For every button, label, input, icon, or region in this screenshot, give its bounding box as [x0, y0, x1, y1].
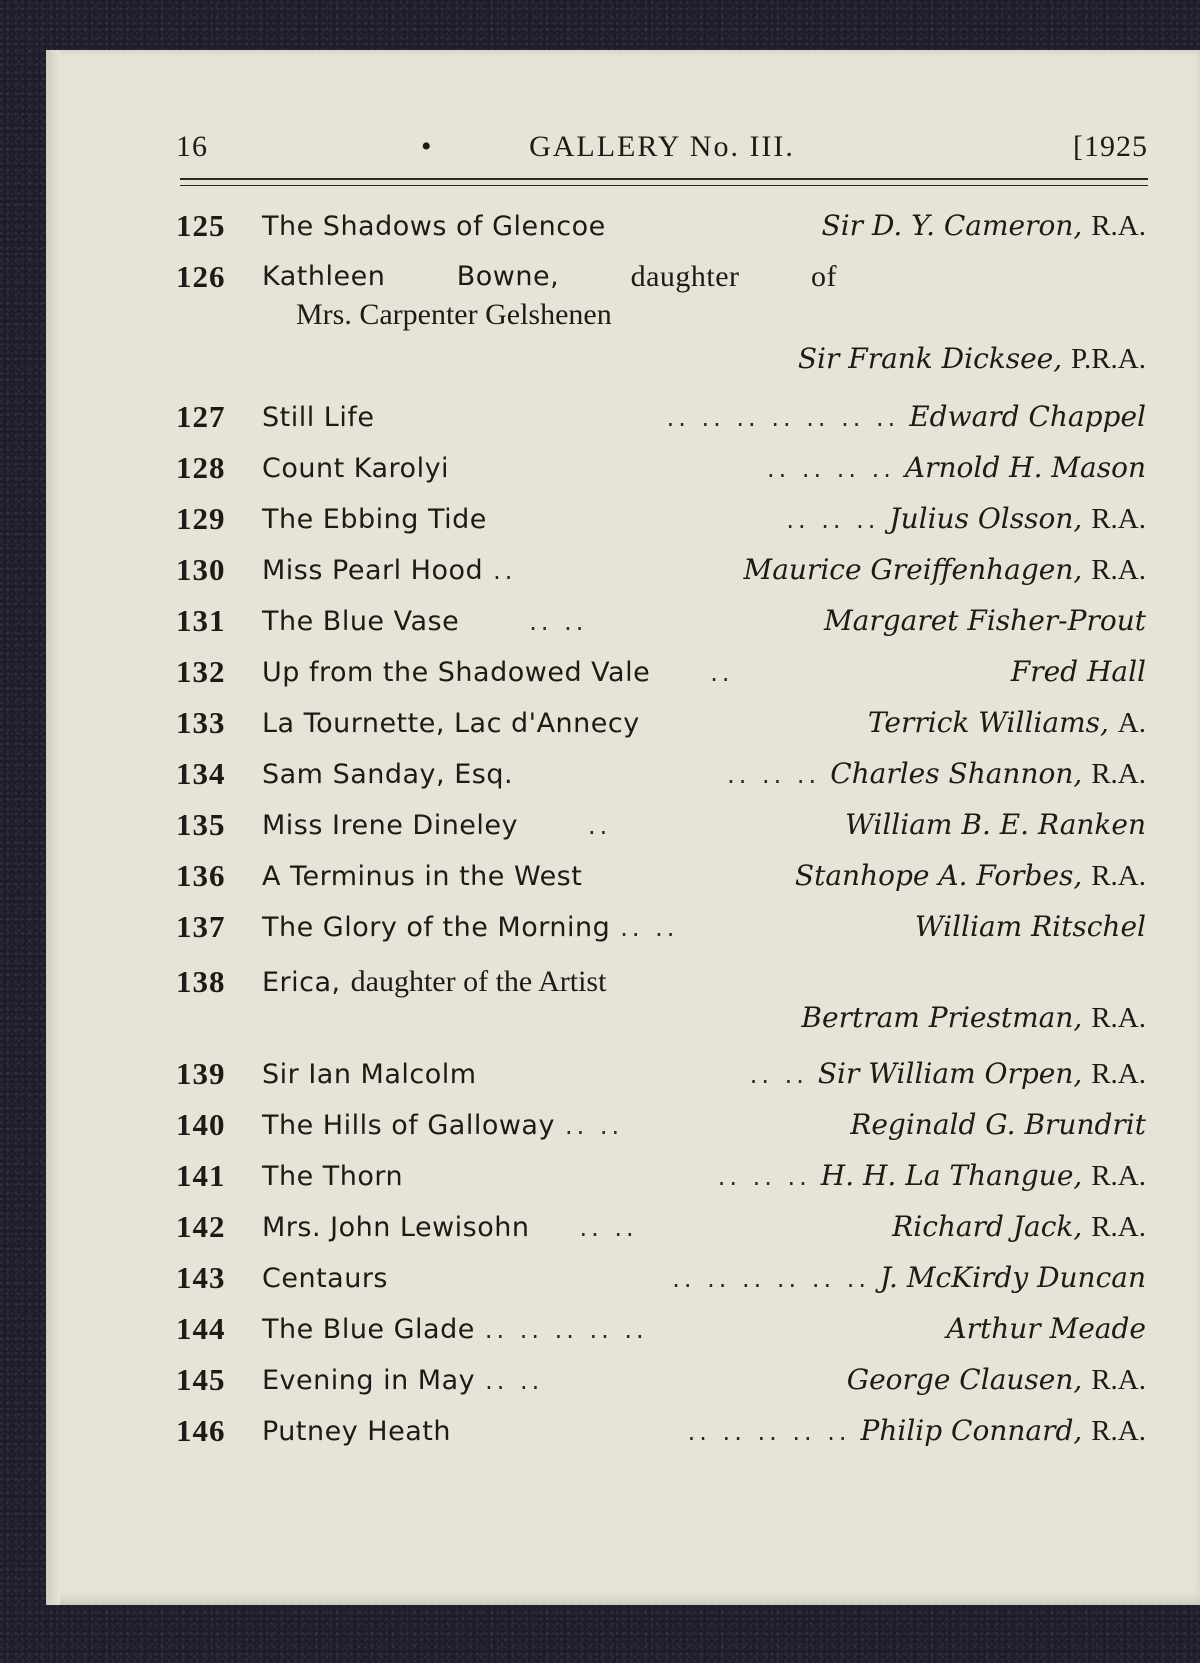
entry-artist: William B. E. Ranken [845, 808, 1146, 841]
entry-honour: P.R.A. [1071, 343, 1146, 375]
entry-133 [176, 697, 1146, 748]
entry-number: 142 [176, 1209, 226, 1244]
dot-leader: .. .. [485, 1367, 544, 1395]
entry-title: The Shadows of Glencoe [262, 211, 606, 242]
entry-number: 143 [176, 1260, 226, 1295]
entry-honour: R.A. [1091, 554, 1146, 586]
entry-number: 138 [176, 964, 226, 999]
entry-title: Miss Pearl Hood [262, 555, 484, 586]
entry-artist: William Ritschel [914, 910, 1146, 943]
entry-artist: Arthur Meade [946, 1312, 1146, 1345]
dot-leader: .. .. .. .. .. [484, 1316, 648, 1344]
entry-honour: A. [1117, 707, 1146, 739]
dot-leader: .. .. [579, 1214, 638, 1242]
entry-number: 144 [176, 1311, 226, 1346]
entry-number: 132 [176, 654, 226, 689]
entry-title: The Hills of Galloway [262, 1110, 555, 1141]
entry-artist: Edward Chappel [909, 400, 1146, 433]
entry-artist: Maurice Greiffenhagen, [743, 553, 1083, 586]
entry-artist: Philip Connard, [860, 1414, 1083, 1447]
entry-144 [176, 1303, 1146, 1354]
entry-honour: R.A. [1091, 1211, 1146, 1243]
entry-title: Centaurs [262, 1263, 388, 1294]
entry-honour: R.A. [1091, 1002, 1146, 1034]
dot-leader: .. .. .. .. [766, 455, 895, 483]
entry-title: Count Karolyi [262, 453, 450, 484]
dot-leader: .. .. .. .. .. [687, 1418, 851, 1446]
entry-number: 126 [176, 259, 226, 294]
entry-142 [176, 1201, 1146, 1252]
header-year: [1925 [1073, 130, 1148, 163]
dot-leader: .. [588, 812, 612, 840]
entry-title: Erica, [262, 967, 341, 998]
entry-honour: R.A. [1091, 860, 1146, 892]
header-separator: • [421, 130, 433, 163]
entry-artist: Reginald G. Brundrit [850, 1108, 1146, 1141]
dot-leader: .. [493, 557, 517, 585]
entry-artist: Sir D. Y. Cameron, [821, 209, 1083, 242]
entry-artist: Charles Shannon, [830, 757, 1083, 790]
page-number: 16 [176, 130, 208, 163]
entry-number: 133 [176, 705, 226, 740]
entry-title: Mrs. John Lewisohn [262, 1212, 530, 1243]
entry-number: 131 [176, 603, 226, 638]
entry-title: A Terminus in the West [262, 861, 583, 892]
entry-artist: George Clausen, [846, 1363, 1083, 1396]
entry-139 [176, 1048, 1146, 1099]
entry-subtitle: Mrs. Carpenter Gelshenen [296, 298, 612, 331]
dot-leader: .. .. [529, 608, 588, 636]
entry-artist: Richard Jack, [892, 1210, 1083, 1243]
entry-title: Kathleen Bowne, daughter of [262, 260, 837, 293]
entry-132 [176, 646, 1146, 697]
entry-number: 137 [176, 909, 226, 944]
dot-leader: .. .. .. .. .. .. [672, 1265, 870, 1293]
entry-number: 139 [176, 1056, 226, 1091]
entry-number: 146 [176, 1413, 226, 1448]
entry-number: 140 [176, 1107, 226, 1142]
entry-128 [176, 442, 1146, 493]
entry-artist: Stanhope A. Forbes, [794, 859, 1083, 892]
entry-title: Still Life [262, 402, 375, 433]
entry-title: Miss Irene Dineley [262, 810, 519, 841]
entry-135 [176, 799, 1146, 850]
entry-artist: H. H. La Thangue, [820, 1159, 1083, 1192]
entry-artist: J. McKirdy Duncan [879, 1261, 1146, 1294]
entry-145 [176, 1354, 1146, 1405]
entry-141 [176, 1150, 1146, 1201]
entry-137 [176, 901, 1146, 952]
entry-honour: R.A. [1091, 210, 1146, 242]
entry-number: 127 [176, 399, 226, 434]
entry-138 [176, 956, 1146, 1048]
entry-131 [176, 595, 1146, 646]
entry-number: 130 [176, 552, 226, 587]
entry-140 [176, 1099, 1146, 1150]
entry-artist: Margaret Fisher-Prout [823, 604, 1146, 637]
entry-129 [176, 493, 1146, 544]
dot-leader: .. [710, 659, 734, 687]
entry-127 [176, 391, 1146, 442]
entry-artist: Terrick Williams, [867, 706, 1109, 739]
entry-title: Putney Heath [262, 1416, 451, 1447]
entry-title: The Ebbing Tide [262, 504, 487, 535]
entry-title: Sir Ian Malcolm [262, 1059, 477, 1090]
entry-143 [176, 1252, 1146, 1303]
entry-126 [176, 251, 1146, 391]
entry-number: 134 [176, 756, 226, 791]
entry-title: Evening in May [262, 1365, 476, 1396]
catalogue-page [46, 50, 1200, 1605]
page-title: GALLERY No. III. [529, 130, 795, 163]
dot-leader: .. .. .. .. .. .. .. [666, 404, 900, 432]
entry-title-rest: daughter of the Artist [350, 965, 607, 998]
entry-number: 135 [176, 807, 226, 842]
entry-artist: Bertram Priestman, [801, 1001, 1083, 1034]
dot-leader: .. .. [749, 1061, 808, 1089]
entry-title: La Tournette, Lac d'Annecy [262, 708, 640, 739]
entry-honour: R.A. [1091, 1415, 1146, 1447]
entry-number: 141 [176, 1158, 226, 1193]
entry-title: Up from the Shadowed Vale [262, 657, 651, 688]
entry-list [176, 200, 1146, 1456]
entry-title: Sam Sanday, Esq. [262, 759, 514, 790]
header-rule [180, 178, 1148, 186]
entry-honour: R.A. [1091, 1058, 1146, 1090]
entry-number: 129 [176, 501, 226, 536]
entry-artist: Julius Olsson, [889, 502, 1083, 535]
dot-leader: .. .. .. [717, 1163, 811, 1191]
entry-136 [176, 850, 1146, 901]
dot-leader: .. .. [620, 914, 679, 942]
entry-title: The Thorn [262, 1161, 404, 1192]
dot-leader: .. .. [564, 1112, 624, 1140]
entry-number: 128 [176, 450, 226, 485]
dot-leader: .. .. .. [727, 761, 821, 789]
entry-title: The Blue Vase [262, 606, 460, 637]
entry-134 [176, 748, 1146, 799]
entry-artist: Arnold H. Mason [904, 451, 1146, 484]
entry-number: 125 [176, 208, 226, 243]
entry-number: 136 [176, 858, 226, 893]
entry-honour: R.A. [1091, 503, 1146, 535]
entry-125 [176, 200, 1146, 251]
page-header [176, 130, 1148, 170]
entry-146 [176, 1405, 1146, 1456]
entry-honour: R.A. [1091, 758, 1146, 790]
entry-artist: Fred Hall [1010, 655, 1146, 688]
entry-title: The Blue Glade [262, 1314, 475, 1345]
entry-artist: Sir Frank Dicksee, [797, 342, 1063, 375]
entry-honour: R.A. [1091, 1364, 1146, 1396]
entry-title: The Glory of the Morning [262, 912, 611, 943]
entry-artist: Sir William Orpen, [817, 1057, 1083, 1090]
entry-number: 145 [176, 1362, 226, 1397]
entry-130 [176, 544, 1146, 595]
dot-leader: .. .. .. [786, 506, 880, 534]
entry-honour: R.A. [1091, 1160, 1146, 1192]
